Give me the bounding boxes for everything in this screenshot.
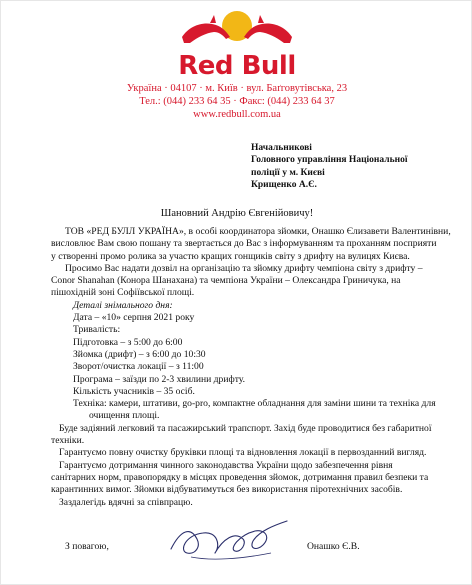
greeting: Шановний Андрію Євгенійовичу! [160, 208, 314, 219]
request-line: Просимо Вас надати дозвіл на організацію та зйомку дрифту чемпіона світу з дрифту – [65, 262, 423, 274]
request-line: пішохідній зоні Софіївської площі. [51, 287, 195, 299]
detail-line: Тривалість: [73, 324, 121, 336]
phone-fax-line: Тел.: (044) 233 64 35 · Факс: (044) 233 64 37 [139, 96, 335, 107]
details-title: Деталі знімального дня: [73, 299, 173, 311]
guarantee-line: Гарантуємо повну очистку бруківки площі та відновлення локації в первозданний вигляд. [59, 447, 427, 459]
guarantee-line: карантинних вимог. Зйомки відбуватимуться без використання піротехнічних засобів. [51, 484, 403, 496]
detail-line: Техніка: камери, штативи, go-pro, компактне обладнання для заміни шини та техніка для [73, 398, 436, 410]
recipient-block [251, 142, 466, 192]
red-bull-logo-icon [176, 7, 298, 49]
detail-line: Зворот/очистка локації – з 11:00 [73, 361, 204, 373]
brand-wordmark: Red Bull [178, 51, 296, 81]
guarantee-line: санітарних норм, правопорядку в місцях проведення зйомок, дотримання правил безпеки та [51, 471, 429, 483]
detail-line: Кількість учасників – 35 осіб. [73, 385, 195, 397]
guarantee-line: Гарантуємо дотримання чинного законодавства України щодо забезпечення рівня [59, 459, 393, 471]
intro-line: у створенні промо ролика за участю кращих гонщиків світу з дрифту на вулицях Києва. [51, 250, 410, 262]
detail-line: Підготовка – з 5:00 до 6:00 [73, 336, 183, 348]
vehicles-line: Буде задіяний легковий та пасажирський трапспорт. Захід буде проводитися без габаритної [59, 422, 432, 434]
regards-text: З повагою, [65, 541, 109, 552]
handwritten-signature [151, 509, 301, 569]
recipient-line: Головного управління Національної [251, 155, 408, 166]
letter-body [51, 226, 471, 509]
intro-line: ТОВ «РЕД БУЛЛ УКРАЇНА», в особі координатора зйомки, Онашко Єлизавети Валентинівни, [65, 226, 451, 237]
request-line: Conor Shanahan (Конора Шанахана) та чемпіона України – Олександра Гриничука, на [51, 275, 401, 287]
detail-line: очищення площі. [89, 410, 160, 422]
intro-line: висловлює Вам свою пошану та звертається до Вас з інформуванням та проханням посприяти [51, 238, 437, 250]
signer-name: Онашко Є.В. [307, 541, 360, 552]
recipient-line: Крищенко А.Є. [251, 180, 317, 191]
address-line: Україна · 04107 · м. Київ · вул. Баґговутівська, 23 [126, 83, 348, 94]
recipient-line: поліції у м. Києві [251, 167, 325, 178]
detail-line: Дата – «10» серпня 2021 року [73, 312, 195, 324]
detail-line: Програма – заїзди по 2-3 хвилини дрифту. [73, 373, 246, 385]
vehicles-line: техніки. [51, 435, 85, 447]
detail-line: Зйомка (дрифт) – з 6:00 до 10:30 [73, 348, 206, 360]
recipient-line: Начальникові [251, 143, 312, 153]
thanks-line: Заздалегідь вдячні за співпрацю. [59, 496, 193, 508]
website-link[interactable]: www.redbull.com.ua [193, 109, 281, 120]
